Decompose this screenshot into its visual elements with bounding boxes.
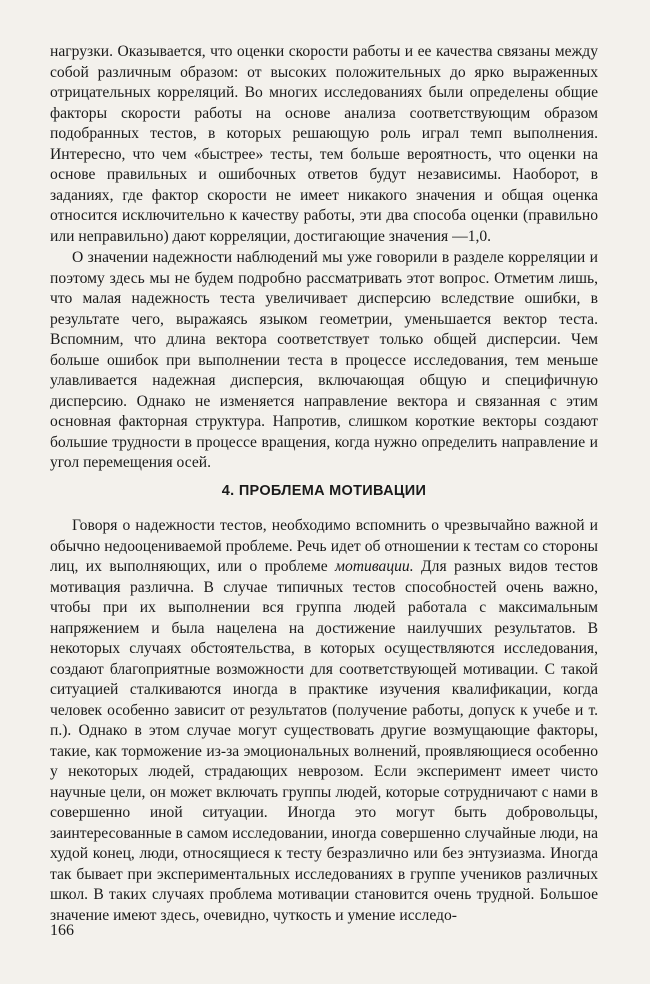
paragraph-text-end: Для разных видов тестов мотивация различна. В случае типичных тестов способностей очень важно, чтобы при их выполнении вся группа людей работала с максимальным напряжением и была нацелена на достижение наилучших результатов. В некоторых случаях обстоятельства, в которых осуществляются исследования, создают благоприятные возможности для соответствующей мотивации. С такой ситуацией сталкиваются иногда в практике изучения квалификации, когда человек особенно зависит от результатов (получение работы, допуск к учебе и т. п.). Однако в этом случае могут существовать другие возмущающие факторы, такие, как торможение из-за эмоциональных волнений, проявляющиеся особенно у некоторых людей, страдающих неврозом. Если эксперимент имеет чисто научные цели, он может включать группы людей, которые сотрудничают с нами в совершенно иной ситуации. Иногда это могут быть добровольцы, заинтересованные в самом исследовании, иногда совершенно случайные люди, на худой конец, люди, относящиеся к тесту безразлично или без энтузиазма. Иногда так бывает при экспериментальных исследованиях в группе учеников различных школ. В таких случаях проблема мотивации становится очень трудной. Большое значение имеют здесь, очевидно, чуткость и умение исследо-	[50, 558, 598, 924]
body-paragraph-3	[50, 516, 598, 926]
body-paragraph-1	[50, 42, 598, 247]
paragraph-text-start: Говоря о надежности тестов, необходимо вспомнить о чрезвычайно важной и обычно недооцениваемой проблеме. Речь идет об отношении к тестам со стороны лиц, их выполняющих, или о проблеме	[50, 517, 598, 575]
body-paragraph-2	[50, 248, 598, 474]
paragraph-text	[50, 516, 598, 926]
page-number: 166	[50, 922, 74, 939]
section-heading: 4. ПРОБЛЕМА МОТИВАЦИИ	[221, 483, 427, 499]
paragraph-text: О значении надежности наблюдений мы уже говорили в разделе корреляции и поэтому здесь мы не будем подробно рассматривать этот вопрос. Отметим лишь, что малая надежность теста увеличивает дисперсию вследствие ошибки, в результате чего, выражаясь языком геометрии, уменьшается вектор теста. Вспомним, что длина вектора соответствует только общей дисперсии. Чем больше ошибок при выполнении теста в процессе исследования, тем меньше улавливается надежная дисперсия, включающая общую и специфичную дисперсию. Однако не изменяется направление вектора и связанная с этим основная факторная структура. Напротив, слишком короткие векторы создают большие трудности в процессе вращения, когда нужно определить направление и угол перемещения осей.	[50, 249, 598, 471]
emphasized-term: мотивации.	[335, 558, 414, 575]
paragraph-text: нагрузки. Оказывается, что оценки скорости работы и ее качества связаны между собой различным образом: от высоких положительных до ярко выраженных отрицательных корреляций. Во многих исследованиях были определены общие факторы скорости работы на основе анализа соответствующим образом подобранных тестов, в которых решающую роль играл темп выполнения. Интересно, что чем «быстрее» тесты, тем больше вероятность, что оценки на основе правильных и ошибочных ответов будут независимы. Наоборот, в заданиях, где фактор скорости не имеет никакого значения и общая оценка относится исключительно к качеству работы, эти два способа оценки (правильно или неправильно) дают корреляции, достигающие значения —1,0.	[50, 43, 598, 245]
